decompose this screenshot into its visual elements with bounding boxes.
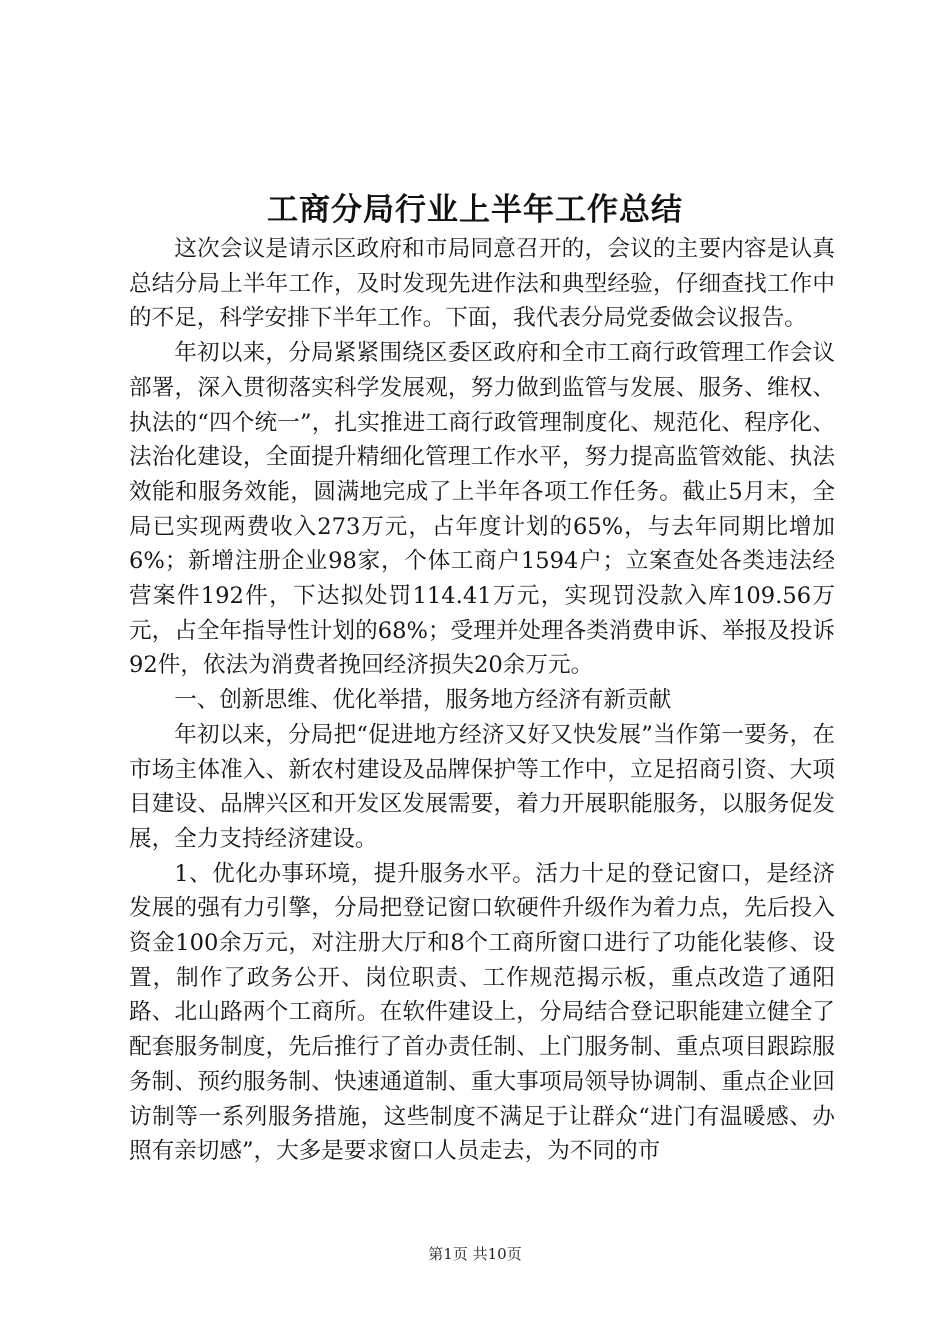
paragraph-intro: 这次会议是请示区政府和市局同意召开的，会议的主要内容是认真总结分局上半年工作，及时发现先进作法和典型经验，仔细查找工作中的不足，科学安排下半年工作。下面，我代表分局党委做会议报告。 xyxy=(129,236,835,332)
paragraph-summary: 年初以来，分局紧紧围绕区委区政府和全市工商行政管理工作会议部署，深入贯彻落实科学发展观，努力做到监管与发展、服务、维权、执法的“四个统一”，扎实推进工商行政管理制度化、规范化、程序化、法治化建设，全面提升精细化管理工作水平，努力提高监管效能、执法效能和服务效能，圆满地完成了上半年各项工作任务。截止5月末，全局已实现两费收入273万元，占年度计划的65%，与去年同期比增加6%；新增注册企业98家，个体工商户1594户；立案查处各类违法经营案件192件，下达拟处罚114.41万元，实现罚没款入库109.56万元，占全年指导性计划的68%；受理并处理各类消费申诉、举报及投诉92件，依法为消费者挽回经济损失20余万元。 xyxy=(129,340,835,679)
page-footer: 第1页 共10页 xyxy=(428,1245,522,1263)
section-heading-1: 一、创新思维、优化举措，服务地方经济有新贡献 xyxy=(174,687,672,714)
paragraph-item-1: 1、优化办事环境，提升服务水平。活力十足的登记窗口，是经济发展的强有力引擎，分局把登记窗口软硬件升级作为着力点，先后投入资金100余万元，对注册大厅和8个工商所窗口进行了功能化装修、设置，制作了政务公开、岗位职责、工作规范揭示板，重点改造了通阳路、北山路两个工商所。在软件建设上，分局结合登记职能建立健全了配套服务制度，先后推行了首办责任制、上门服务制、重点项目跟踪服务制、预约服务制、快速通道制、重大事项局领导协调制、重点企业回访制等一系列服务措施，这些制度不满足于让群众“进门有温暖感、办照有亲切感”，大多是要求窗口人员走去，为不同的市 xyxy=(129,860,835,1165)
paragraph-section-1: 年初以来，分局把“促进地方经济又好又快发展”当作第一要务，在市场主体准入、新农村建设及品牌保护等工作中，立足招商引资、大项目建设、品牌兴区和开发区发展需要，着力开展职能服务，以服务促发展，全力支持经济建设。 xyxy=(129,721,835,852)
document-title: 工商分局行业上半年工作总结 xyxy=(267,192,683,228)
document-body xyxy=(129,232,835,1169)
